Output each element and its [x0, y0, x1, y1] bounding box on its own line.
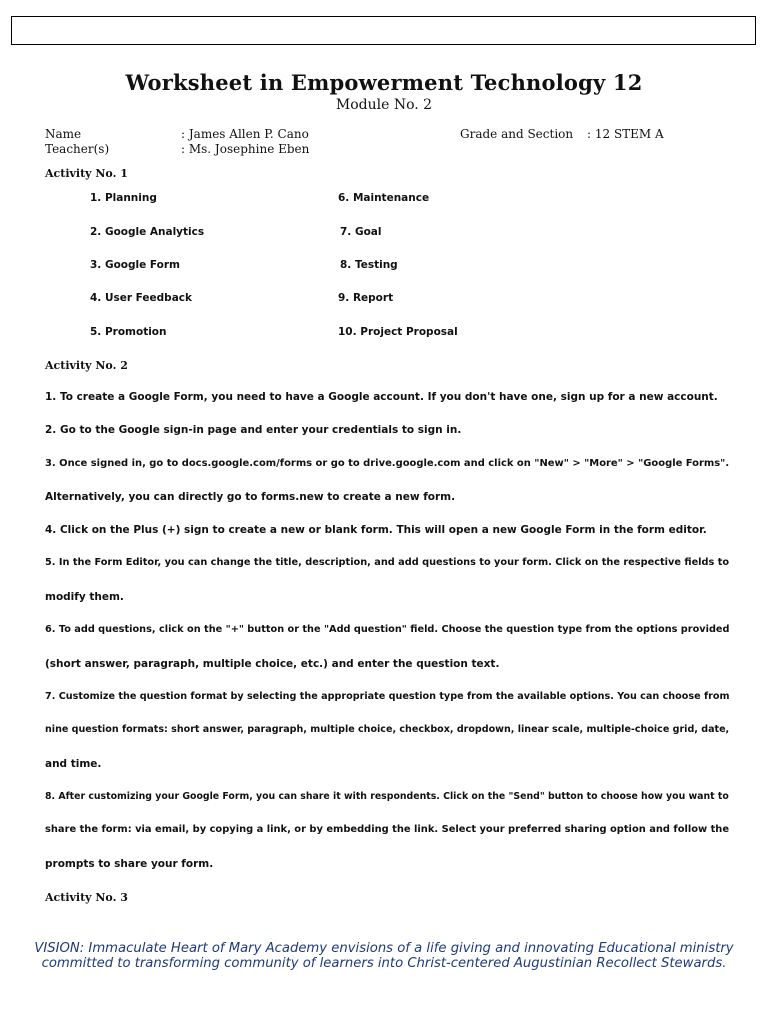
teacher-value: : Ms. Josephine Eben: [181, 142, 310, 156]
activity-2-line: 2. Go to the Google sign-in page and enter your credentials to sign in.: [45, 424, 462, 436]
grade-label: Grade and Section: [460, 127, 574, 141]
activity-2-line: (short answer, paragraph, multiple choice, etc.) and enter the question text.: [45, 658, 500, 670]
activity-2-heading: Activity No. 2: [45, 359, 128, 372]
activity-2-line: nine question formats: short answer, paragraph, multiple choice, checkbox, dropdown, linear scale, multiple-choice grid, date,: [45, 724, 730, 735]
grade-value: : 12 STEM A: [587, 127, 664, 141]
vision-statement: VISION: Immaculate Heart of Mary Academy envisions of a life giving and innovating Educational ministry committed to transforming community of learners into Christ-centered Augustinian Recollect Stewards.: [34, 941, 734, 971]
teacher-label: Teacher(s): [45, 142, 110, 156]
activity-2-line: 5. In the Form Editor, you can change the title, description, and add questions to your form. Click on the respective fields to: [45, 557, 730, 568]
activity-2-line: 6. To add questions, click on the "+" button or the "Add question" field. Choose the question type from the options provided: [45, 624, 730, 635]
activity-2-line: 3. Once signed in, go to docs.google.com/forms or go to drive.google.com and click on "New" > "More" > "Google Forms".: [45, 458, 730, 469]
activity-2-line: 1. To create a Google Form, you need to have a Google account. If you don't have one, sign up for a new account.: [45, 391, 718, 403]
activity-2-line: prompts to share your form.: [45, 858, 214, 870]
activity-1-item: 3. Google Form: [90, 259, 180, 271]
activity-1-item: 9. Report: [338, 292, 394, 304]
module-number: Module No. 2: [335, 97, 433, 113]
activity-2-line: 7. Customize the question format by selecting the appropriate question type from the available options. You can choose from: [45, 691, 730, 702]
activity-1-item: 6. Maintenance: [338, 192, 430, 204]
activity-2-line: modify them.: [45, 591, 124, 603]
activity-2-line: share the form: via email, by copying a link, or by embedding the link. Select your preferred sharing option and follow the: [45, 824, 730, 835]
activity-3-heading: Activity No. 3: [45, 891, 128, 904]
activity-2-line: Alternatively, you can directly go to forms.new to create a new form.: [45, 491, 456, 503]
activity-1-item: 5. Promotion: [90, 326, 167, 338]
activity-1-item: 8. Testing: [340, 259, 398, 271]
name-label: Name: [45, 127, 82, 141]
activity-1-heading: Activity No. 1: [45, 167, 128, 180]
activity-1-item: 2. Google Analytics: [90, 226, 205, 238]
activity-1-item: 10. Project Proposal: [338, 326, 458, 338]
activity-1-item: 7. Goal: [340, 226, 382, 238]
name-value: : James Allen P. Cano: [181, 127, 309, 141]
activity-2-line: 8. After customizing your Google Form, you can share it with respondents. Click on the "Send" button to choose how you want to: [45, 791, 729, 802]
activity-2-line: and time.: [45, 758, 102, 770]
page-title: Worksheet in Empowerment Technology 12: [125, 70, 643, 95]
activity-1-item: 4. User Feedback: [90, 292, 192, 304]
header-box: [11, 16, 756, 45]
activity-1-item: 1. Planning: [90, 192, 157, 204]
activity-2-line: 4. Click on the Plus (+) sign to create a new or blank form. This will open a new Google Form in the form editor.: [45, 524, 707, 536]
